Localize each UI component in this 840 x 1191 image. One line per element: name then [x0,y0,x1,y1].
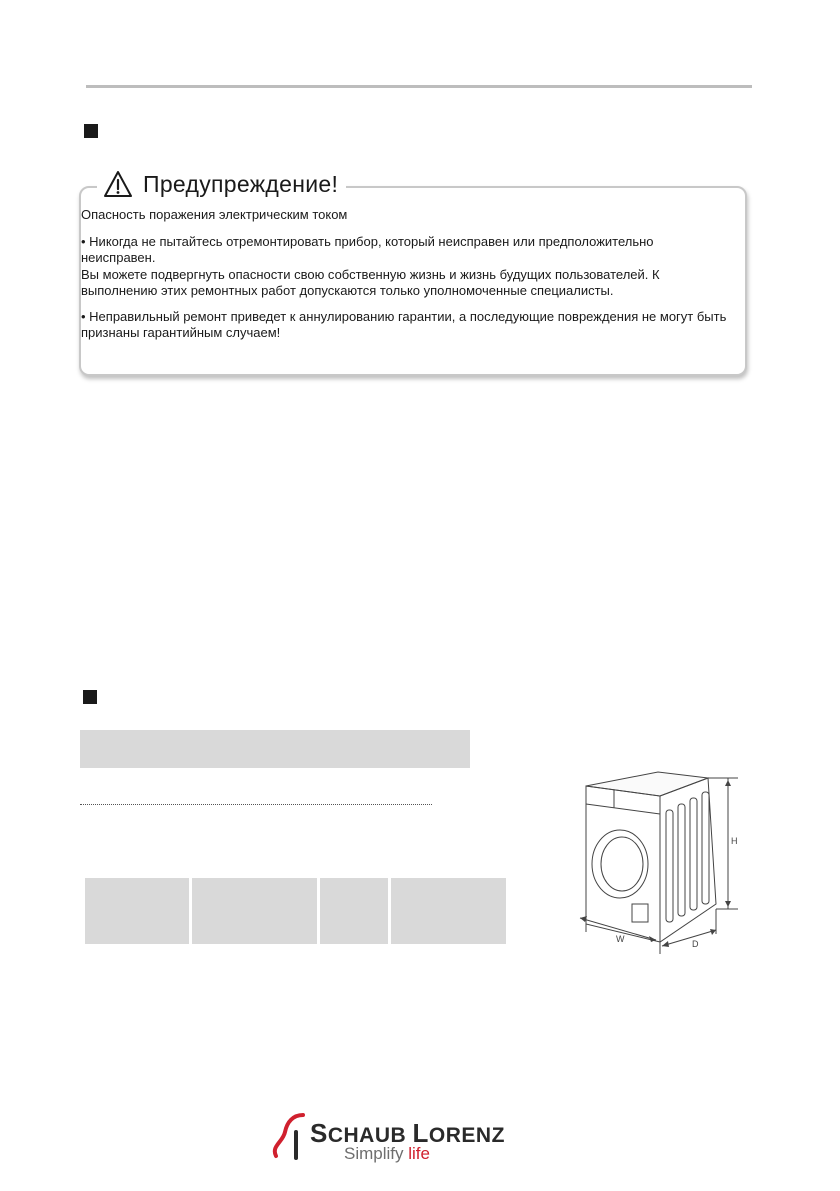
warning-paragraph: Вы можете подвергнуть опасности свою собственную жизнь и жизнь будущих пользователей. К выполнению этих ремонтных работ допускаются только уполномоченные специалисты. [81,266,660,298]
washing-machine-diagram [556,764,746,954]
brand-logo [268,1110,558,1170]
dotted-separator [80,804,432,805]
warning-body [81,207,731,342]
logo-brand-word-2: ORENZ [428,1124,505,1147]
warning-heading: Опасность поражения электрическим током [81,207,348,222]
table-cell [192,878,317,944]
warning-title [97,164,346,204]
logo-mark-icon [268,1110,308,1170]
logo-tagline [344,1144,430,1164]
dimensions-table [85,878,506,944]
table-cell [320,878,388,944]
depth-label: D [692,939,699,949]
table-cell [391,878,506,944]
warning-triangle-icon [103,170,133,198]
warning-bullet-1: • Никогда не пытайтесь отремонтировать прибор, который неисправен или предположительно неисправен. [81,233,654,265]
section-marker [84,124,98,138]
header-rule [86,85,752,88]
logo-brand-initial-l: L [412,1118,429,1148]
logo-brand-initial-s: S [310,1118,328,1148]
logo-brand-word-1: CHAUB [327,1124,407,1147]
width-label: W [616,934,625,944]
warning-title-text: Предупреждение! [143,170,339,197]
tagline-word-2: life [408,1144,430,1163]
height-label: H [731,836,738,846]
section-heading-band [80,730,470,768]
tagline-word-1: Simplify [344,1144,404,1163]
warning-bullet-2: • Неправильный ремонт приведет к аннулированию гарантии, а последующие повреждения не могут быть признаны гарантийным случаем! [81,308,727,340]
section-marker [83,690,97,704]
table-cell [85,878,189,944]
